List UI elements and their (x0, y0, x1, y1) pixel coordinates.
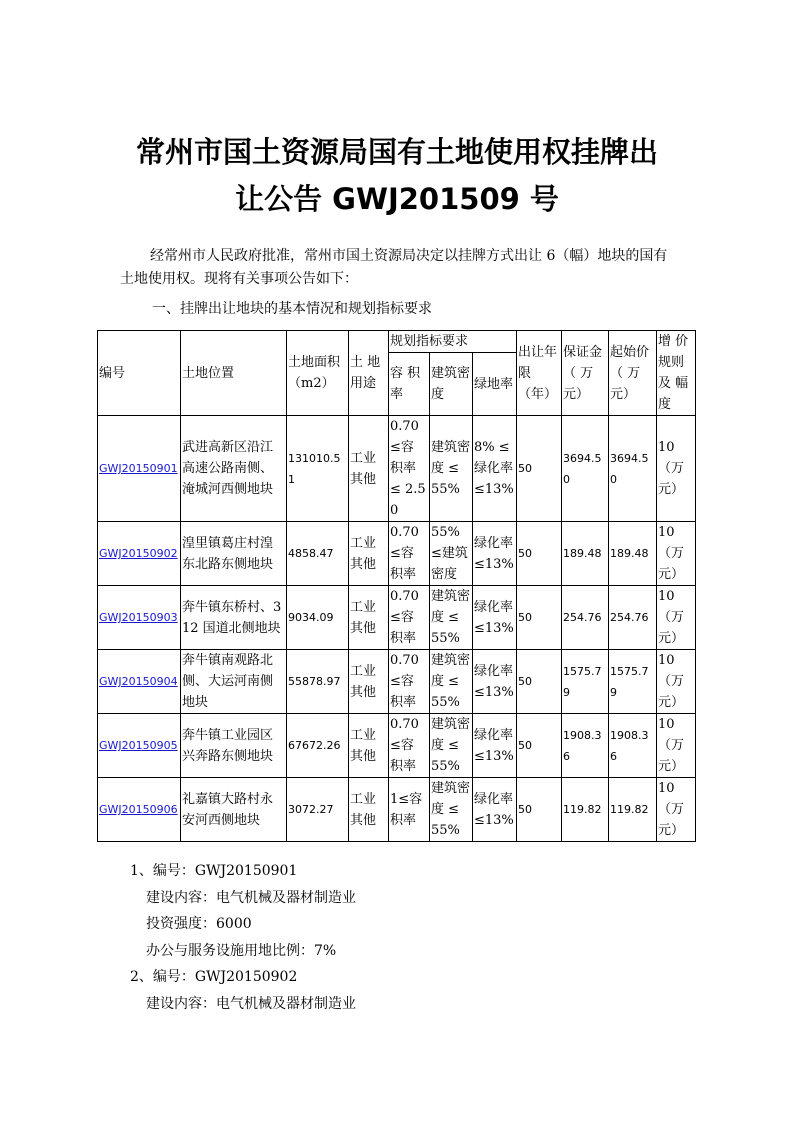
cell-location: 奔牛镇南观路北侧、大运河南侧地块 (181, 650, 287, 714)
detail-item-1-ratio: 办公与服务设施用地比例：7% (146, 942, 337, 959)
cell-area: 3072.27 (287, 778, 349, 842)
cell-far: 1≤容积率 (389, 778, 430, 842)
cell-use: 工业其他 (349, 650, 389, 714)
parcel-details-list (130, 858, 356, 1017)
parcel-id-link[interactable]: GWJ20150905 (99, 739, 178, 752)
parcel-id-link[interactable]: GWJ20150902 (99, 547, 178, 560)
table-row (98, 650, 696, 714)
cell-area: 9034.09 (287, 586, 349, 650)
header-green: 绿地率 (473, 353, 517, 416)
cell-far: 0.70≤容 积率 (389, 650, 430, 714)
cell-increment: 10（万元） (657, 522, 696, 586)
parcel-id-link[interactable]: GWJ20150903 (99, 611, 178, 624)
parcel-id-link[interactable]: GWJ20150906 (99, 803, 178, 816)
detail-item-2-id: 2、编号：GWJ20150902 (130, 969, 298, 985)
cell-area: 131010.51 (287, 416, 349, 522)
table-row (98, 522, 696, 586)
cell-green: 绿化率≤13% (473, 714, 517, 778)
cell-id (98, 522, 181, 586)
cell-area: 67672.26 (287, 714, 349, 778)
cell-id (98, 586, 181, 650)
cell-density: 建筑密度 ≤ 55% (430, 714, 473, 778)
detail-item-2-content: 建设内容：电气机械及器材制造业 (146, 995, 356, 1012)
header-deposit: 保证金（ 万元） (562, 331, 609, 416)
cell-id (98, 650, 181, 714)
cell-use: 工业其他 (349, 416, 389, 522)
parcel-id-link[interactable]: GWJ20150904 (99, 675, 178, 688)
cell-area: 4858.47 (287, 522, 349, 586)
header-location: 土地位置 (181, 331, 287, 416)
cell-density: 建筑密度 ≤ 55% (430, 416, 473, 522)
detail-item-1-content: 建设内容：电气机械及器材制造业 (146, 889, 356, 906)
cell-location: 奔牛镇东桥村、312 国道北侧地块 (181, 586, 287, 650)
cell-area: 55878.97 (287, 650, 349, 714)
cell-green: 绿化率≤13% (473, 522, 517, 586)
cell-density: 建筑密度 ≤ 55% (430, 586, 473, 650)
cell-start-price: 3694.50 (609, 416, 657, 522)
cell-density: 建筑密度 ≤ 55% (430, 778, 473, 842)
cell-start-price: 1575.79 (609, 650, 657, 714)
header-term: 出让年限（年） (517, 331, 562, 416)
table-row (98, 586, 696, 650)
cell-term: 50 (517, 650, 562, 714)
cell-far: 0.70≤容 积率 (389, 586, 430, 650)
header-area: 土地面积（m2） (287, 331, 349, 416)
cell-deposit: 189.48 (562, 522, 609, 586)
cell-term: 50 (517, 416, 562, 522)
header-far: 容 积率 (389, 353, 430, 416)
cell-deposit: 1908.36 (562, 714, 609, 778)
cell-increment: 10（万元） (657, 650, 696, 714)
cell-increment: 10（万元） (657, 778, 696, 842)
cell-use: 工业其他 (349, 714, 389, 778)
detail-item-1-intensity: 投资强度：6000 (146, 916, 252, 932)
header-increment: 增 价规则及 幅度 (657, 331, 696, 416)
cell-deposit: 254.76 (562, 586, 609, 650)
cell-increment: 10（万元） (657, 714, 696, 778)
table-row (98, 714, 696, 778)
cell-far: 0.70≤容 积率 ≤ 2.50 (389, 416, 430, 522)
cell-far: 0.70≤容 积率 (389, 522, 430, 586)
cell-id (98, 416, 181, 522)
cell-term: 50 (517, 522, 562, 586)
cell-start-price: 189.48 (609, 522, 657, 586)
cell-term: 50 (517, 778, 562, 842)
cell-use: 工业其他 (349, 586, 389, 650)
cell-increment: 10（万元） (657, 416, 696, 522)
parcel-id-link[interactable]: GWJ20150901 (99, 462, 178, 475)
land-parcel-table (97, 330, 696, 842)
document-title-line2: 让公告 GWJ201509 号 (235, 182, 559, 216)
cell-increment: 10（万元） (657, 586, 696, 650)
cell-use: 工业其他 (349, 778, 389, 842)
cell-location: 湟里镇葛庄村湟东北路东侧地块 (181, 522, 287, 586)
cell-deposit: 1575.79 (562, 650, 609, 714)
header-planning: 规划指标要求 (389, 331, 517, 353)
cell-green: 绿化率≤13% (473, 650, 517, 714)
header-density: 建筑密度 (430, 353, 473, 416)
document-title-line1: 常州市国土资源局国有土地使用权挂牌出 (135, 135, 658, 169)
cell-start-price: 254.76 (609, 586, 657, 650)
cell-id (98, 778, 181, 842)
cell-green: 8% ≤ 绿化率 ≤13% (473, 416, 517, 522)
cell-term: 50 (517, 714, 562, 778)
header-use: 土 地用途 (349, 331, 389, 416)
header-id: 编号 (98, 331, 181, 416)
header-start-price: 起始价（ 万元） (609, 331, 657, 416)
cell-location: 奔牛镇工业园区兴奔路东侧地块 (181, 714, 287, 778)
cell-use: 工业其他 (349, 522, 389, 586)
table-row (98, 416, 696, 522)
table-row (98, 778, 696, 842)
section-heading: 一、挂牌出让地块的基本情况和规划指标要求 (152, 301, 432, 317)
cell-density: 建筑密度 ≤ 55% (430, 650, 473, 714)
cell-density: 55% ≤建筑密度 (430, 522, 473, 586)
cell-location: 武进高新区沿江高速公路南侧、淹城河西侧地块 (181, 416, 287, 522)
intro-paragraph: 经常州市人民政府批准，常州市国土资源局决定以挂牌方式出让 6（幅）地块的国有土地使用权。现将有关事项公告如下： (120, 248, 668, 287)
cell-far: 0.70≤容 积率 (389, 714, 430, 778)
cell-start-price: 119.82 (609, 778, 657, 842)
cell-deposit: 119.82 (562, 778, 609, 842)
cell-start-price: 1908.36 (609, 714, 657, 778)
cell-green: 绿化率≤13% (473, 586, 517, 650)
detail-item-1-id: 1、编号：GWJ20150901 (130, 863, 298, 879)
cell-location: 礼嘉镇大路村永安河西侧地块 (181, 778, 287, 842)
cell-id (98, 714, 181, 778)
cell-green: 绿化率≤13% (473, 778, 517, 842)
cell-deposit: 3694.50 (562, 416, 609, 522)
cell-term: 50 (517, 586, 562, 650)
